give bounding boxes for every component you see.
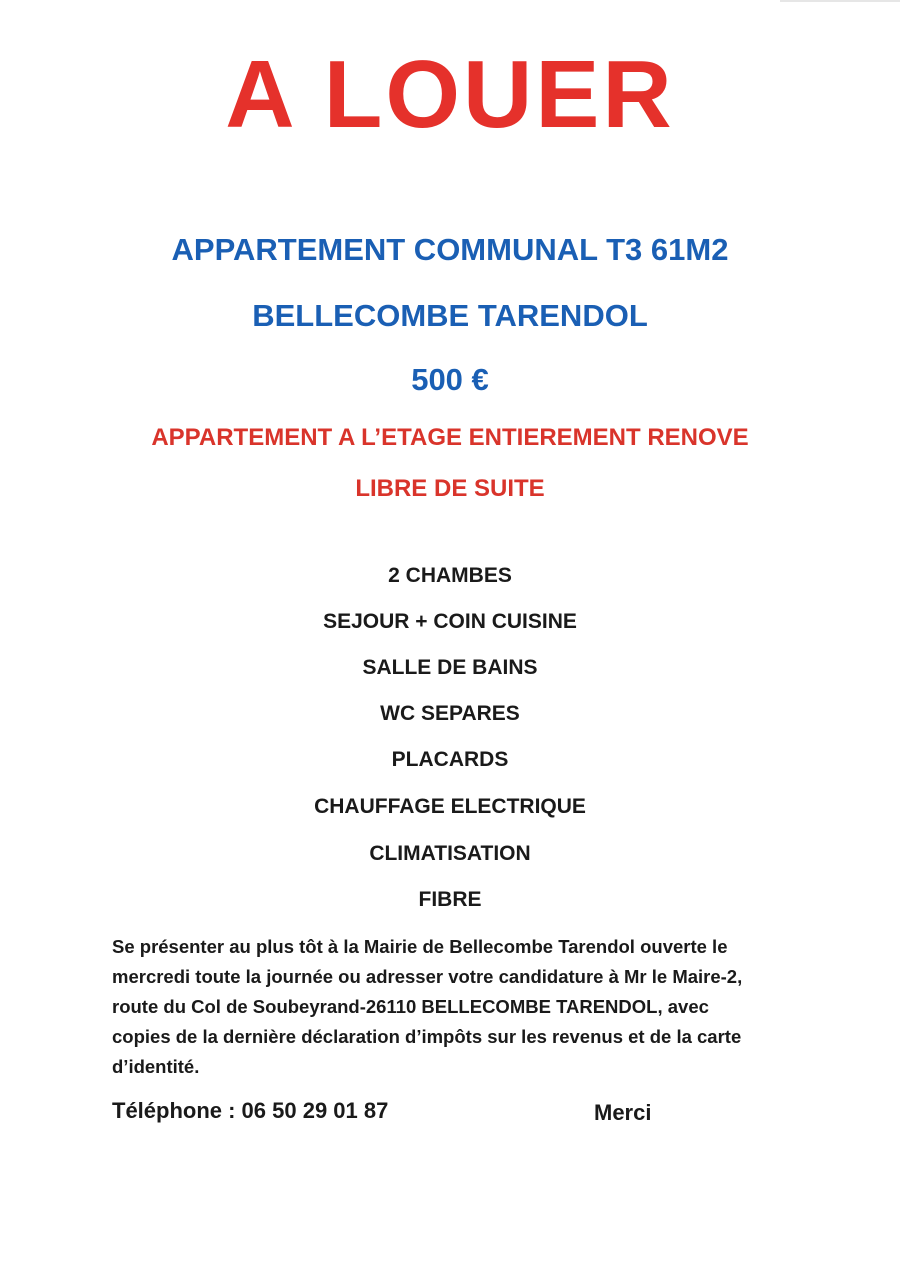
availability-subheading: LIBRE DE SUITE — [355, 475, 545, 502]
instructions-line: copies de la dernière déclaration d’impôts sur les revenus et de la carte — [112, 1026, 742, 1047]
instructions-line: Se présenter au plus tôt à la Mairie de Bellecombe Tarendol ouverte le — [112, 936, 728, 957]
price-heading: 500 € — [411, 362, 489, 397]
phone-number: Téléphone : 06 50 29 01 87 — [112, 1098, 389, 1123]
location-heading: BELLECOMBE TARENDOL — [252, 298, 648, 333]
feature-item: 2 CHAMBES — [388, 564, 512, 587]
application-instructions — [112, 932, 812, 1082]
instructions-line: mercredi toute la journée ou adresser votre candidature à Mr le Maire-2, — [112, 966, 743, 987]
feature-item: PLACARDS — [391, 748, 509, 771]
thanks-text: Merci — [594, 1100, 652, 1125]
feature-item: FIBRE — [418, 888, 482, 911]
feature-item: CHAUFFAGE ELECTRIQUE — [314, 795, 586, 818]
feature-item: SALLE DE BAINS — [362, 656, 538, 679]
instructions-line: route du Col de Soubeyrand-26110 BELLECOMBE TARENDOL, avec — [112, 996, 709, 1017]
feature-item: CLIMATISATION — [369, 842, 531, 865]
page-title: A LOUER — [225, 41, 675, 148]
instructions-line: d’identité. — [112, 1056, 200, 1077]
apartment-heading: APPARTEMENT COMMUNAL T3 61M2 — [171, 232, 729, 267]
renovation-subheading: APPARTEMENT A L’ETAGE ENTIEREMENT RENOVE — [151, 424, 749, 451]
feature-item: WC SEPARES — [380, 702, 520, 725]
scan-edge-line — [780, 0, 900, 2]
feature-item: SEJOUR + COIN CUISINE — [323, 610, 577, 633]
